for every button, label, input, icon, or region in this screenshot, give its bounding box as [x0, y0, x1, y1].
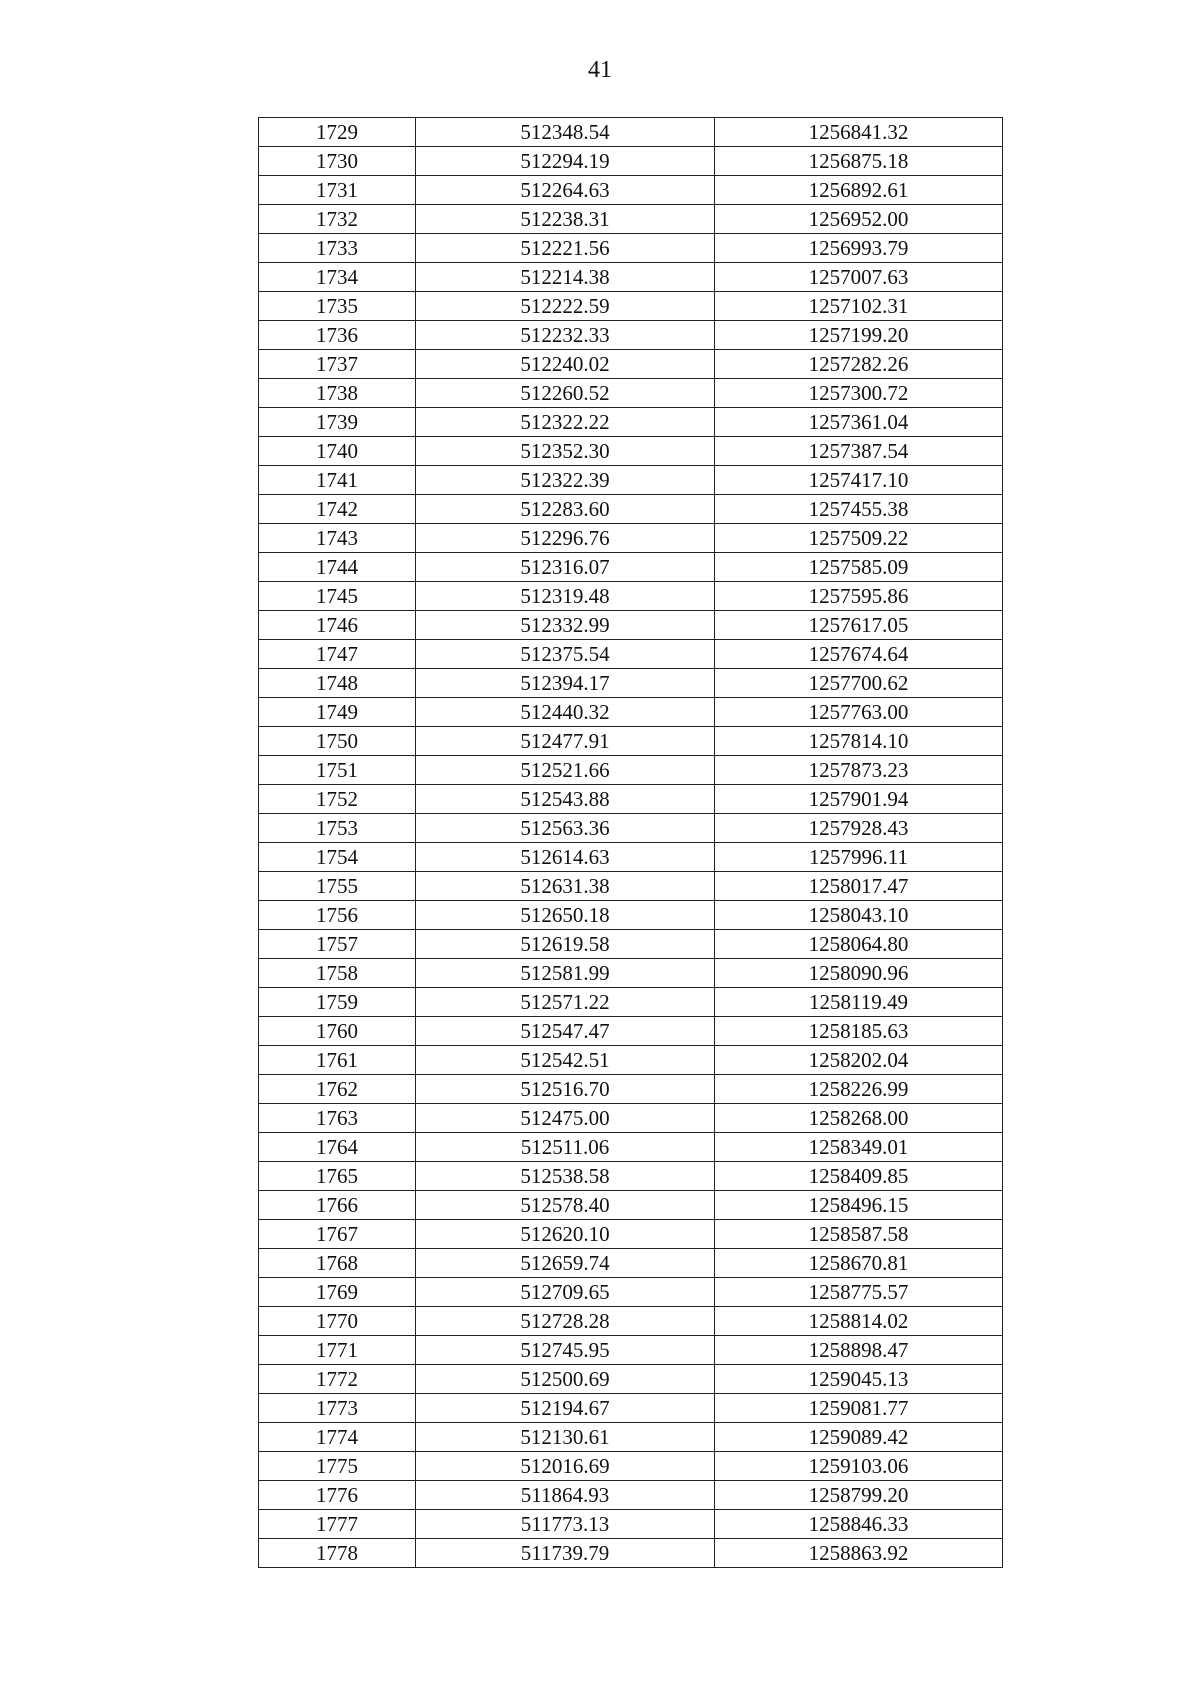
x-coordinate-cell: 512745.95	[416, 1336, 715, 1365]
y-coordinate-cell: 1257361.04	[715, 408, 1003, 437]
y-coordinate-cell: 1258814.02	[715, 1307, 1003, 1336]
x-coordinate-cell: 512563.36	[416, 814, 715, 843]
table-row	[259, 872, 1003, 901]
y-coordinate-cell: 1257873.23	[715, 756, 1003, 785]
y-coordinate-cell: 1258898.47	[715, 1336, 1003, 1365]
table-row	[259, 1104, 1003, 1133]
table-row	[259, 234, 1003, 263]
coordinates-table-body	[259, 118, 1003, 1568]
y-coordinate-cell: 1257585.09	[715, 553, 1003, 582]
table-row	[259, 582, 1003, 611]
point-number-cell: 1736	[259, 321, 416, 350]
y-coordinate-cell: 1257199.20	[715, 321, 1003, 350]
x-coordinate-cell: 512352.30	[416, 437, 715, 466]
y-coordinate-cell: 1257509.22	[715, 524, 1003, 553]
x-coordinate-cell: 512240.02	[416, 350, 715, 379]
x-coordinate-cell: 512477.91	[416, 727, 715, 756]
point-number-cell: 1746	[259, 611, 416, 640]
x-coordinate-cell: 512232.33	[416, 321, 715, 350]
x-coordinate-cell: 512319.48	[416, 582, 715, 611]
table-row	[259, 495, 1003, 524]
table-row	[259, 1191, 1003, 1220]
point-number-cell: 1760	[259, 1017, 416, 1046]
x-coordinate-cell: 511773.13	[416, 1510, 715, 1539]
table-row	[259, 350, 1003, 379]
point-number-cell: 1740	[259, 437, 416, 466]
point-number-cell: 1752	[259, 785, 416, 814]
table-row	[259, 785, 1003, 814]
y-coordinate-cell: 1258775.57	[715, 1278, 1003, 1307]
x-coordinate-cell: 511864.93	[416, 1481, 715, 1510]
x-coordinate-cell: 512619.58	[416, 930, 715, 959]
y-coordinate-cell: 1258846.33	[715, 1510, 1003, 1539]
point-number-cell: 1747	[259, 640, 416, 669]
point-number-cell: 1770	[259, 1307, 416, 1336]
page-number: 41	[588, 57, 612, 83]
y-coordinate-cell: 1257300.72	[715, 379, 1003, 408]
x-coordinate-cell: 512542.51	[416, 1046, 715, 1075]
table-row	[259, 727, 1003, 756]
y-coordinate-cell: 1258043.10	[715, 901, 1003, 930]
x-coordinate-cell: 512659.74	[416, 1249, 715, 1278]
table-row	[259, 1423, 1003, 1452]
y-coordinate-cell: 1257901.94	[715, 785, 1003, 814]
x-coordinate-cell: 512521.66	[416, 756, 715, 785]
point-number-cell: 1739	[259, 408, 416, 437]
point-number-cell: 1743	[259, 524, 416, 553]
point-number-cell: 1771	[259, 1336, 416, 1365]
table-row	[259, 1133, 1003, 1162]
x-coordinate-cell: 512728.28	[416, 1307, 715, 1336]
table-row	[259, 1539, 1003, 1568]
table-row	[259, 1017, 1003, 1046]
table-row	[259, 611, 1003, 640]
y-coordinate-cell: 1257455.38	[715, 495, 1003, 524]
point-number-cell: 1737	[259, 350, 416, 379]
y-coordinate-cell: 1258185.63	[715, 1017, 1003, 1046]
table-row	[259, 1278, 1003, 1307]
point-number-cell: 1735	[259, 292, 416, 321]
y-coordinate-cell: 1257387.54	[715, 437, 1003, 466]
y-coordinate-cell: 1258090.96	[715, 959, 1003, 988]
table-row	[259, 263, 1003, 292]
x-coordinate-cell: 512614.63	[416, 843, 715, 872]
table-row	[259, 1394, 1003, 1423]
point-number-cell: 1732	[259, 205, 416, 234]
y-coordinate-cell: 1257617.05	[715, 611, 1003, 640]
table-row	[259, 1452, 1003, 1481]
point-number-cell: 1767	[259, 1220, 416, 1249]
table-row	[259, 669, 1003, 698]
table-row	[259, 408, 1003, 437]
table-row	[259, 321, 1003, 350]
y-coordinate-cell: 1257007.63	[715, 263, 1003, 292]
table-row	[259, 814, 1003, 843]
point-number-cell: 1762	[259, 1075, 416, 1104]
point-number-cell: 1766	[259, 1191, 416, 1220]
point-number-cell: 1765	[259, 1162, 416, 1191]
point-number-cell: 1753	[259, 814, 416, 843]
point-number-cell: 1763	[259, 1104, 416, 1133]
x-coordinate-cell: 512538.58	[416, 1162, 715, 1191]
table-row	[259, 205, 1003, 234]
table-row	[259, 1220, 1003, 1249]
point-number-cell: 1759	[259, 988, 416, 1017]
table-row	[259, 698, 1003, 727]
point-number-cell: 1745	[259, 582, 416, 611]
x-coordinate-cell: 512543.88	[416, 785, 715, 814]
y-coordinate-cell: 1258409.85	[715, 1162, 1003, 1191]
point-number-cell: 1729	[259, 118, 416, 147]
point-number-cell: 1731	[259, 176, 416, 205]
y-coordinate-cell: 1258349.01	[715, 1133, 1003, 1162]
y-coordinate-cell: 1256892.61	[715, 176, 1003, 205]
y-coordinate-cell: 1256875.18	[715, 147, 1003, 176]
y-coordinate-cell: 1259081.77	[715, 1394, 1003, 1423]
table-row	[259, 1336, 1003, 1365]
table-row	[259, 437, 1003, 466]
table-row	[259, 1249, 1003, 1278]
table-row	[259, 1481, 1003, 1510]
table-row	[259, 843, 1003, 872]
table-row	[259, 1162, 1003, 1191]
x-coordinate-cell: 512348.54	[416, 118, 715, 147]
point-number-cell: 1761	[259, 1046, 416, 1075]
x-coordinate-cell: 512440.32	[416, 698, 715, 727]
point-number-cell: 1741	[259, 466, 416, 495]
x-coordinate-cell: 512511.06	[416, 1133, 715, 1162]
x-coordinate-cell: 512394.17	[416, 669, 715, 698]
point-number-cell: 1774	[259, 1423, 416, 1452]
table-row	[259, 553, 1003, 582]
y-coordinate-cell: 1257928.43	[715, 814, 1003, 843]
x-coordinate-cell: 512620.10	[416, 1220, 715, 1249]
table-row	[259, 466, 1003, 495]
point-number-cell: 1778	[259, 1539, 416, 1568]
x-coordinate-cell: 512016.69	[416, 1452, 715, 1481]
y-coordinate-cell: 1259103.06	[715, 1452, 1003, 1481]
x-coordinate-cell: 512631.38	[416, 872, 715, 901]
table-row	[259, 1075, 1003, 1104]
y-coordinate-cell: 1257102.31	[715, 292, 1003, 321]
y-coordinate-cell: 1257814.10	[715, 727, 1003, 756]
point-number-cell: 1754	[259, 843, 416, 872]
x-coordinate-cell: 512500.69	[416, 1365, 715, 1394]
x-coordinate-cell: 512578.40	[416, 1191, 715, 1220]
x-coordinate-cell: 512332.99	[416, 611, 715, 640]
x-coordinate-cell: 512238.31	[416, 205, 715, 234]
y-coordinate-cell: 1256993.79	[715, 234, 1003, 263]
point-number-cell: 1749	[259, 698, 416, 727]
x-coordinate-cell: 512375.54	[416, 640, 715, 669]
x-coordinate-cell: 512571.22	[416, 988, 715, 1017]
y-coordinate-cell: 1258017.47	[715, 872, 1003, 901]
table-row	[259, 901, 1003, 930]
coordinates-table	[258, 117, 1003, 1568]
table-row	[259, 118, 1003, 147]
y-coordinate-cell: 1257763.00	[715, 698, 1003, 727]
x-coordinate-cell: 512221.56	[416, 234, 715, 263]
point-number-cell: 1776	[259, 1481, 416, 1510]
y-coordinate-cell: 1258268.00	[715, 1104, 1003, 1133]
table-row	[259, 524, 1003, 553]
x-coordinate-cell: 512316.07	[416, 553, 715, 582]
x-coordinate-cell: 512322.39	[416, 466, 715, 495]
x-coordinate-cell: 512322.22	[416, 408, 715, 437]
y-coordinate-cell: 1259089.42	[715, 1423, 1003, 1452]
point-number-cell: 1738	[259, 379, 416, 408]
x-coordinate-cell: 512222.59	[416, 292, 715, 321]
table-row	[259, 379, 1003, 408]
y-coordinate-cell: 1257996.11	[715, 843, 1003, 872]
point-number-cell: 1734	[259, 263, 416, 292]
point-number-cell: 1748	[259, 669, 416, 698]
point-number-cell: 1773	[259, 1394, 416, 1423]
y-coordinate-cell: 1258064.80	[715, 930, 1003, 959]
x-coordinate-cell: 512260.52	[416, 379, 715, 408]
point-number-cell: 1730	[259, 147, 416, 176]
y-coordinate-cell: 1257700.62	[715, 669, 1003, 698]
point-number-cell: 1764	[259, 1133, 416, 1162]
table-row	[259, 1510, 1003, 1539]
y-coordinate-cell: 1258799.20	[715, 1481, 1003, 1510]
x-coordinate-cell: 512709.65	[416, 1278, 715, 1307]
table-row	[259, 988, 1003, 1017]
table-row	[259, 1365, 1003, 1394]
y-coordinate-cell: 1258863.92	[715, 1539, 1003, 1568]
y-coordinate-cell: 1259045.13	[715, 1365, 1003, 1394]
point-number-cell: 1772	[259, 1365, 416, 1394]
table-row	[259, 1307, 1003, 1336]
point-number-cell: 1733	[259, 234, 416, 263]
x-coordinate-cell: 511739.79	[416, 1539, 715, 1568]
point-number-cell: 1755	[259, 872, 416, 901]
x-coordinate-cell: 512547.47	[416, 1017, 715, 1046]
point-number-cell: 1744	[259, 553, 416, 582]
table-row	[259, 930, 1003, 959]
table-row	[259, 756, 1003, 785]
point-number-cell: 1742	[259, 495, 416, 524]
table-row	[259, 959, 1003, 988]
x-coordinate-cell: 512294.19	[416, 147, 715, 176]
x-coordinate-cell: 512650.18	[416, 901, 715, 930]
table-row	[259, 640, 1003, 669]
y-coordinate-cell: 1256952.00	[715, 205, 1003, 234]
y-coordinate-cell: 1258119.49	[715, 988, 1003, 1017]
y-coordinate-cell: 1258226.99	[715, 1075, 1003, 1104]
table-row	[259, 292, 1003, 321]
table-row	[259, 147, 1003, 176]
y-coordinate-cell: 1257595.86	[715, 582, 1003, 611]
point-number-cell: 1757	[259, 930, 416, 959]
y-coordinate-cell: 1257417.10	[715, 466, 1003, 495]
y-coordinate-cell: 1258202.04	[715, 1046, 1003, 1075]
y-coordinate-cell: 1258496.15	[715, 1191, 1003, 1220]
x-coordinate-cell: 512283.60	[416, 495, 715, 524]
x-coordinate-cell: 512516.70	[416, 1075, 715, 1104]
x-coordinate-cell: 512214.38	[416, 263, 715, 292]
table-row	[259, 176, 1003, 205]
table-row	[259, 1046, 1003, 1075]
x-coordinate-cell: 512130.61	[416, 1423, 715, 1452]
x-coordinate-cell: 512264.63	[416, 176, 715, 205]
x-coordinate-cell: 512475.00	[416, 1104, 715, 1133]
point-number-cell: 1750	[259, 727, 416, 756]
y-coordinate-cell: 1257674.64	[715, 640, 1003, 669]
point-number-cell: 1769	[259, 1278, 416, 1307]
y-coordinate-cell: 1256841.32	[715, 118, 1003, 147]
point-number-cell: 1751	[259, 756, 416, 785]
point-number-cell: 1768	[259, 1249, 416, 1278]
y-coordinate-cell: 1258670.81	[715, 1249, 1003, 1278]
y-coordinate-cell: 1258587.58	[715, 1220, 1003, 1249]
y-coordinate-cell: 1257282.26	[715, 350, 1003, 379]
point-number-cell: 1756	[259, 901, 416, 930]
x-coordinate-cell: 512194.67	[416, 1394, 715, 1423]
point-number-cell: 1758	[259, 959, 416, 988]
point-number-cell: 1777	[259, 1510, 416, 1539]
point-number-cell: 1775	[259, 1452, 416, 1481]
x-coordinate-cell: 512581.99	[416, 959, 715, 988]
x-coordinate-cell: 512296.76	[416, 524, 715, 553]
